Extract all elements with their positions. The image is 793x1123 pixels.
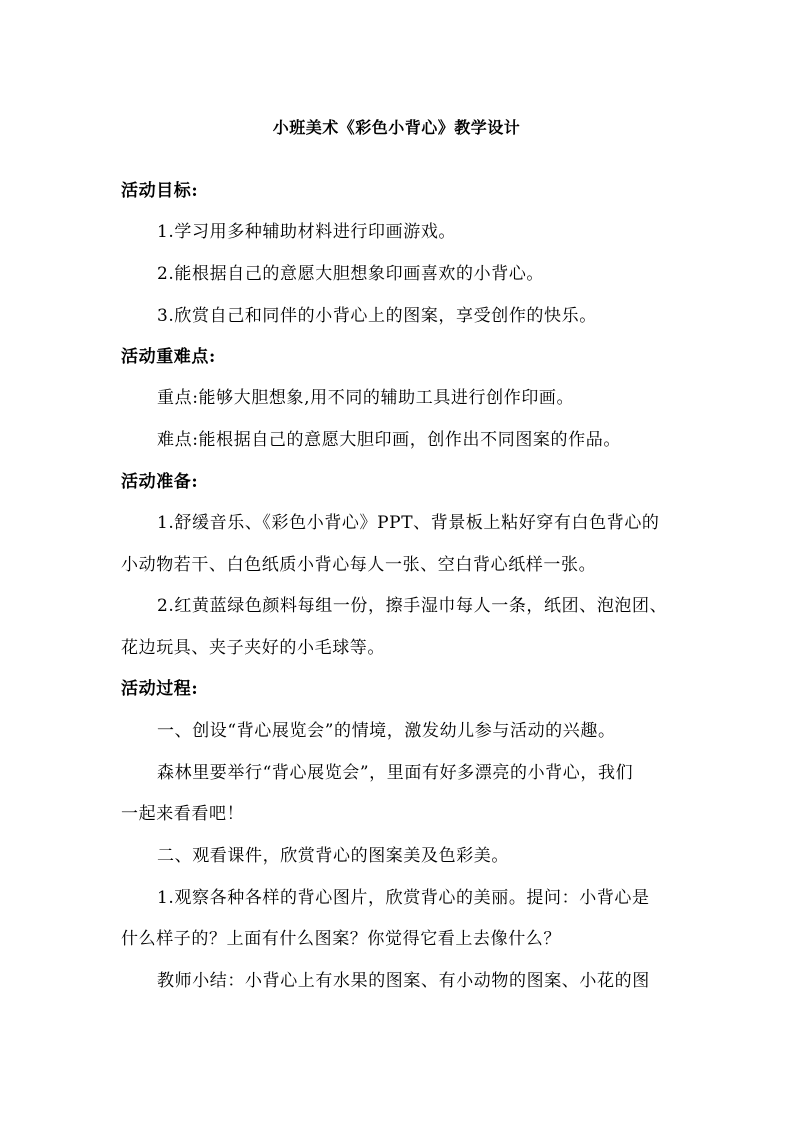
paragraph-line: 二、观看课件，欣赏背心的图案美及色彩美。 xyxy=(157,846,509,866)
paragraph-line: 教师小结：小背心上有水果的图案、有小动物的图案、小花的图 xyxy=(157,971,650,991)
paragraph-line: 重点:能够大胆想象,用不同的辅助工具进行创作印画。 xyxy=(157,388,575,408)
paragraph-line: 小动物若干、白色纸质小背心每人一张、空白背心纸样一张。 xyxy=(121,555,597,575)
paragraph-line: 1.观察各种各样的背心图片，欣赏背心的美丽。提问：小背心是 xyxy=(157,888,650,908)
paragraph-line: 一、创设“背心展览会”的情境，激发幼儿参与活动的兴趣。 xyxy=(157,721,616,741)
paragraph-line: 难点:能根据自己的意愿大胆印画，创作出不同图案的作品。 xyxy=(157,430,621,450)
paragraph-line: 2.红黄蓝绿色颜料每组一份，擦手湿巾每人一条，纸团、泡泡团、 xyxy=(157,596,668,616)
section-heading-goals: 活动目标: xyxy=(121,181,199,201)
paragraph-line: 什么样子的？上面有什么图案？你觉得它看上去像什么？ xyxy=(121,929,561,949)
paragraph-line: 花边玩具、夹子夹好的小毛球等。 xyxy=(121,638,385,658)
section-heading-key-points: 活动重难点: xyxy=(121,347,216,367)
document-title: 小班美术《彩色小背心》教学设计 xyxy=(272,118,521,137)
section-heading-process: 活动过程: xyxy=(121,679,199,699)
paragraph-line: 3.欣赏自己和同伴的小背心上的图案，享受创作的快乐。 xyxy=(157,306,597,326)
paragraph-line: 森林里要举行“背心展览会”，里面有好多漂亮的小背心，我们 xyxy=(157,763,634,783)
section-heading-preparation: 活动准备: xyxy=(121,472,199,492)
paragraph-line: 1.舒缓音乐、《彩色小背心》PPT、背景板上粘好穿有白色背心的 xyxy=(157,513,660,533)
paragraph-line: 1.学习用多种辅助材料进行印画游戏。 xyxy=(157,222,457,242)
paragraph-line: 2.能根据自己的意愿大胆想象印画喜欢的小背心。 xyxy=(157,264,545,284)
paragraph-line: 一起来看看吧！ xyxy=(121,804,245,824)
